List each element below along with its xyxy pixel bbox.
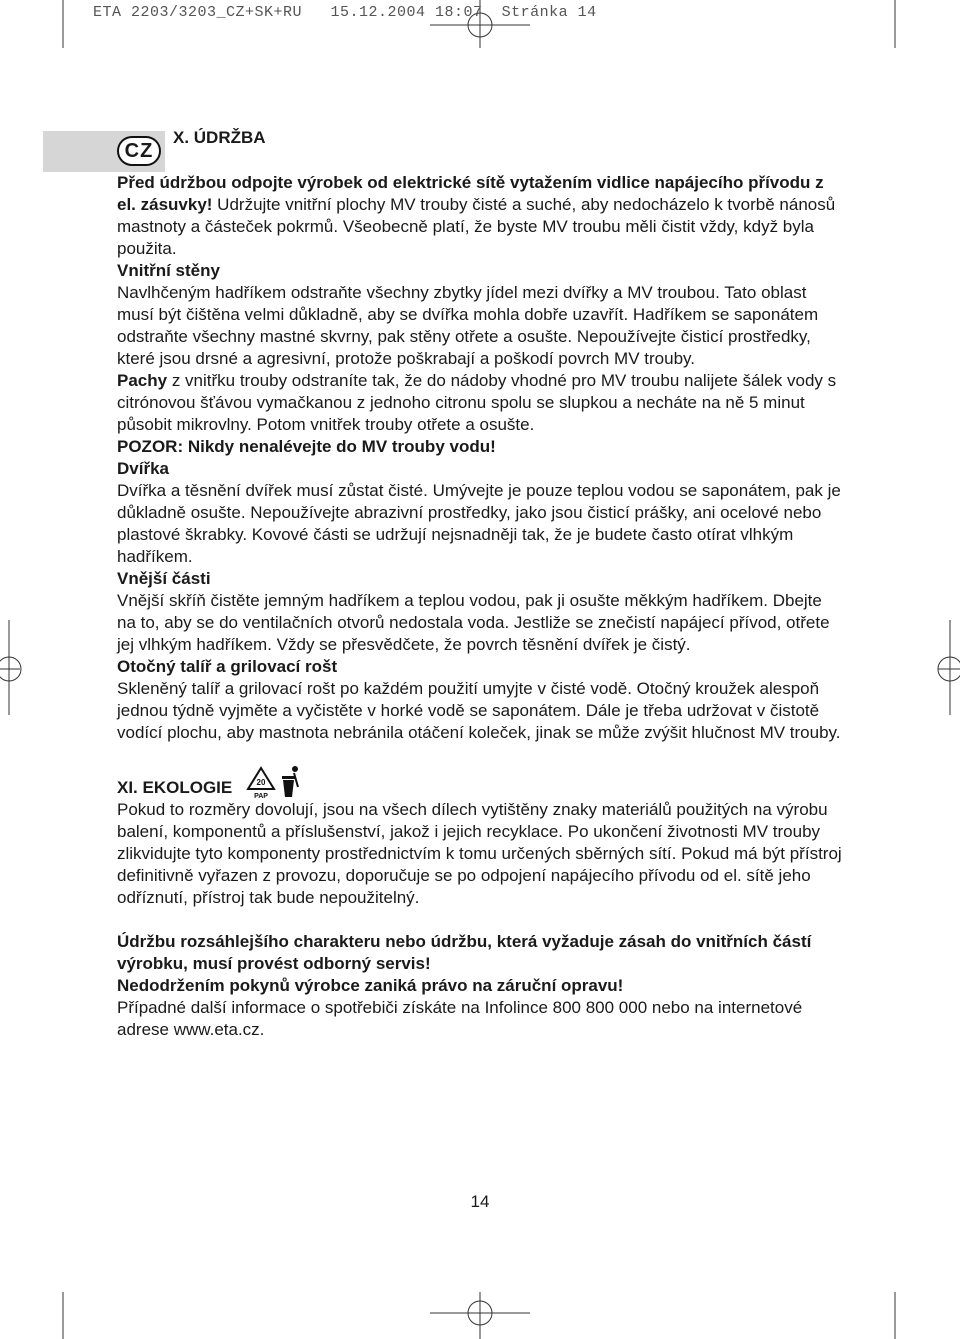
inner-walls-text: Navlhčeným hadříkem odstraňte všechny zbytky jídel mezi dvířky a MV troubou. Tato oblast musí být čištěna velmi důkladně, aby se dvířka mohla dobře uzavřít. Hadříkem se saponátem odstraňte všechny mastné skvrny, pak stěny otřete a osušte. Nepoužívejte čisticí prostředky, které jsou drsné a agresivní, protože poškrabají a poškodí povrch MV trouby. xyxy=(117,283,819,368)
language-badge: CZ xyxy=(117,136,161,166)
turntable-text: Skleněný talíř a grilovací rošt po každém použití umyjte v čisté vodě. Otočný kroužek alespoň jednou týdně vyjměte a vyčistěte v horké vodě se saponátem. Dále je třeba udržovat v čistotě vodící plochu, aby mastnota nebránila otáčení koleček, jinak se může zvýšit hlučnost MV trouby. xyxy=(117,679,841,742)
service-warning: Údržbu rozsáhlejšího charakteru nebo údržbu, která vyžaduje zásah do vnitřních částí výrobku, musí provést odborný servis! xyxy=(117,932,812,973)
trash-disposal-icon xyxy=(278,765,302,799)
exterior-text: Vnější skříň čistěte jemným hadříkem a teplou vodou, pak ji osušte měkkým hadříkem. Dbejte na to, aby se do ventilačních otvorů nedostala voda. Jestliže se znečistí napájecí přívod, otřete jej vlhkým hadříkem. Vždy se přesvědčete, že povrch těsnění dvířek je čistý. xyxy=(117,591,830,654)
print-header: ETA 2203/3203_CZ+SK+RU 15.12.2004 18:07 Stránka 14 xyxy=(93,4,597,21)
intro-text: Udržujte vnitřní plochy MV trouby čisté a suché, aby nedocházelo k tvorbě nánosů mastnoty a částeček pokrmů. Všeobecně platí, že byste MV troubu měli čistit vždy, když byla použita. xyxy=(117,195,836,258)
odors-text: z vnitřku trouby odstraníte tak, že do nádoby vhodné pro MV troubu nalijete šálek vody s citrónovou šťávou vymačkanou z jednoho citronu spolu se slupkou a necháte na ně 5 minut působit mikrovlny. Potom vnitřek trouby otřete a osušte. xyxy=(117,371,837,434)
warranty-warning: Nedodržením pokynů výrobce zaniká právo na záruční opravu! xyxy=(117,976,624,995)
document-body xyxy=(117,172,842,1041)
door-heading: Dvířka xyxy=(117,459,169,478)
recycle-paper-icon xyxy=(246,765,276,799)
odors-label: Pachy xyxy=(117,371,168,390)
turntable-heading: Otočný talíř a grilovací rošt xyxy=(117,657,338,676)
exterior-heading: Vnější části xyxy=(117,569,211,588)
section-title-maintenance: X. ÚDRŽBA xyxy=(173,128,266,147)
recycle-label: PAP xyxy=(254,793,269,799)
inner-walls-heading: Vnitřní stěny xyxy=(117,261,220,280)
door-text: Dvířka a těsnění dvířek musí zůstat čisté. Umývejte je pouze teplou vodou se saponátem, pak je důkladně osušte. Nepoužívejte abrazivní prostředky, jako jsou čisticí prášky, ani ocelové nebo plastové škrabky. Kovové části se udržují nejsnadněji tak, že je budete často otírat vlhkým hadříkem. xyxy=(117,481,841,566)
intro-warning: Před údržbou odpojte výrobek od elektrické sítě vytažením vidlice napájecího přívodu z el. zásuvky! xyxy=(117,173,824,214)
ecology-heading-row xyxy=(117,766,842,799)
ecology-text: Pokud to rozměry dovolují, jsou na všech dílech vytištěny znaky materiálů použitých na výrobu balení, komponentů a příslušenství, jakož i jejich recyklace. Po ukončení životnosti MV trouby zlikvidujte tyto komponenty prostřednictvím k tomu určených sběrných sítí. Pokud má být přístroj definitivně vyřazen z provozu, doporučuje se po odpojení napájecího přívodu od el. sítě jeho odříznutí, přístroj tak bude nepoužitelný. xyxy=(117,800,842,907)
recycle-code: 20 xyxy=(256,778,266,787)
info-text: Případné další informace o spotřebiči získáte na Infolince 800 800 000 nebo na internetové adrese www.eta.cz. xyxy=(117,998,803,1039)
page-number: 14 xyxy=(470,1192,490,1211)
intro-paragraph xyxy=(117,172,842,260)
odors-paragraph xyxy=(117,370,842,436)
section-title-ecology: XI. EKOLOGIE xyxy=(117,778,233,797)
water-warning: POZOR: Nikdy nenalévejte do MV trouby vodu! xyxy=(117,437,496,456)
